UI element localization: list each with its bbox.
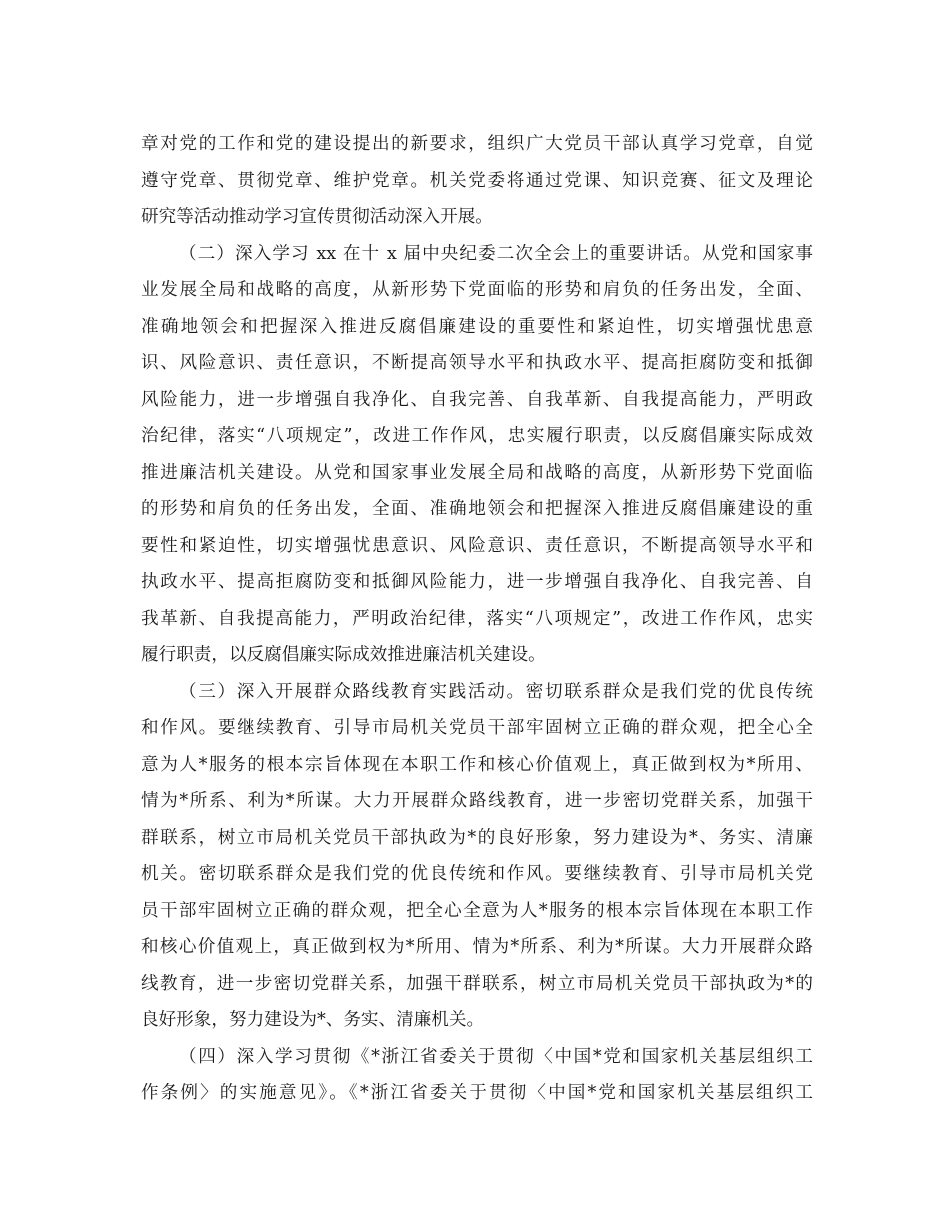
text-line: 风险能力，进一步增强自我净化、自我完善、自我革新、自我提高能力，严明政 [141, 389, 813, 410]
text-line: 章对党的工作和党的建设提出的新要求，组织广大党员干部认真学习党章，自觉 [141, 134, 813, 154]
text-line: 线教育，进一步密切党群关系，加强干群联系，树立市局机关党员干部执政为*的 [141, 973, 813, 994]
text-line: 推进廉洁机关建设。从党和国家事业发展全局和战略的高度，从新形势下党面临 [141, 462, 813, 483]
text-line: （三）深入开展群众路线教育实践活动。密切联系群众是我们党的优良传统 [179, 681, 813, 702]
text-line: 研究等活动推动学习宣传贯彻活动深入开展。 [141, 207, 493, 227]
text-line: 意为人*服务的根本宗旨体现在本职工作和核心价值观上，真正做到权为*所用、 [141, 754, 813, 775]
text-line: 执政水平、提高拒腐防变和抵御风险能力，进一步增强自我净化、自我完善、自 [141, 572, 813, 592]
text-line: （二）深入学习 xx 在十 x 届中央纪委二次全会上的重要讲话。从党和国家事 [179, 243, 813, 264]
text-line: 和作风。要继续教育、引导市局机关党员干部牢固树立正确的群众观，把全心全 [141, 718, 813, 738]
text-line: 履行职责，以反腐倡廉实际成效推进廉洁机关建设。 [141, 645, 546, 665]
document-body [141, 126, 813, 1112]
text-line: 和核心价值观上，真正做到权为*所用、情为*所系、利为*所谋。大力开展群众路 [141, 937, 813, 957]
text-line: 准确地领会和把握深入推进反腐倡廉建设的重要性和紧迫性，切实增强忧患意 [141, 316, 813, 337]
text-line: 作条例〉的实施意见》。《*浙江省委关于贯彻〈中国*党和国家机关基层组织工 [141, 1083, 813, 1103]
text-line: 情为*所系、利为*所谋。大力开展群众路线教育，进一步密切党群关系，加强干 [141, 791, 813, 811]
text-line: 要性和紧迫性，切实增强忧患意识、风险意识、责任意识，不断提高领导水平和 [141, 535, 813, 556]
text-line: 治纪律，落实“八项规定”，改进工作作风，忠实履行职责，以反腐倡廉实际成效 [141, 426, 813, 446]
text-line: 群联系，树立市局机关党员干部执政为*的良好形象，努力建设为*、务实、清廉 [141, 827, 813, 848]
text-line: 良好形象，努力建设为*、务实、清廉机关。 [141, 1010, 485, 1030]
text-line: 我革新、自我提高能力，严明政治纪律，落实“八项规定”，改进工作作风，忠实 [141, 608, 813, 629]
text-line: 的形势和肩负的任务出发，全面、准确地领会和把握深入推进反腐倡廉建设的重 [141, 499, 813, 519]
text-line: 机关。密切联系群众是我们党的优良传统和作风。要继续教育、引导市局机关党 [141, 864, 813, 884]
text-line: 业发展全局和战略的高度，从新形势下党面临的形势和肩负的任务出发，全面、 [141, 280, 813, 300]
text-line: 员干部牢固树立正确的群众观，把全心全意为人*服务的根本宗旨体现在本职工作 [141, 900, 813, 921]
text-line: 识、风险意识、责任意识，不断提高领导水平和执政水平、提高拒腐防变和抵御 [141, 353, 813, 373]
text-line: （四）深入学习贯彻《*浙江省委关于贯彻〈中国*党和国家机关基层组织工 [179, 1046, 813, 1067]
text-line: 遵守党章、贯彻党章、维护党章。机关党委将通过党课、知识竞赛、征文及理论 [141, 170, 813, 191]
